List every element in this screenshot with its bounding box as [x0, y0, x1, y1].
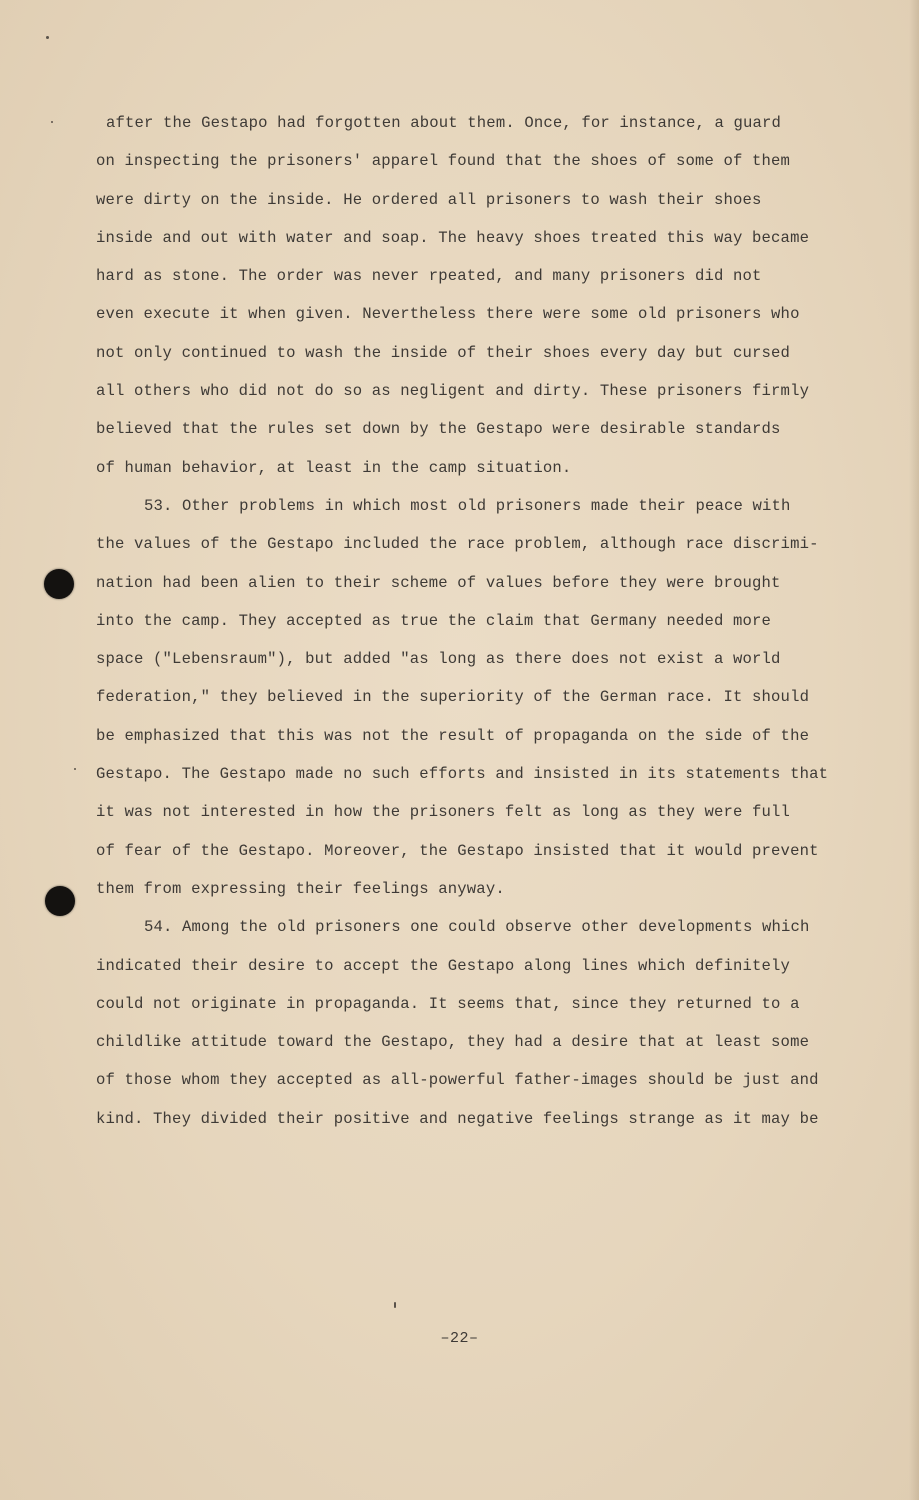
- text-line: it was not interested in how the prisoners felt as long as they were full: [96, 803, 791, 822]
- text-line: were dirty on the inside. He ordered all prisoners to wash their shoes: [96, 190, 762, 209]
- text-line: inside and out with water and soap. The heavy shoes treated this way became: [96, 228, 810, 247]
- paragraph-54-start: 54. Among the old prisoners one could observe other developments which: [144, 918, 810, 937]
- text-line: believed that the rules set down by the Gestapo were desirable standards: [96, 420, 781, 439]
- paper-speck: [51, 121, 53, 123]
- text-line: space ("Lebensraum"), but added "as long as there does not exist a world: [96, 650, 781, 669]
- text-line: hard as stone. The order was never rpeated, and many prisoners did not: [96, 267, 762, 286]
- text-line: all others who did not do so as negligent and dirty. These prisoners firmly: [96, 382, 810, 401]
- text-line: indicated their desire to accept the Gestapo along lines which definitely: [96, 956, 791, 975]
- text-line: of human behavior, at least in the camp situation.: [96, 458, 572, 477]
- paragraph-53-start: 53. Other problems in which most old prisoners made their peace with: [144, 496, 791, 515]
- paper-speck: [74, 768, 76, 770]
- page-edge-shadow: [909, 0, 919, 1500]
- text-line: of fear of the Gestapo. Moreover, the Gestapo insisted that it would prevent: [96, 841, 819, 860]
- text-line: Gestapo. The Gestapo made no such efforts and insisted in its statements that: [96, 765, 829, 784]
- text-line: nation had been alien to their scheme of values before they were brought: [96, 573, 781, 592]
- paper-speck: [394, 1302, 396, 1308]
- text-line: could not originate in propaganda. It seems that, since they returned to a: [96, 994, 800, 1013]
- text-line: after the Gestapo had forgotten about them. Once, for instance, a guard: [106, 114, 782, 132]
- text-line: of those whom they accepted as all-powerful father-images should be just and: [96, 1071, 819, 1090]
- text-line: kind. They divided their positive and negative feelings strange as it may be: [96, 1109, 819, 1128]
- text-line: the values of the Gestapo included the race problem, although race discrimi-: [96, 535, 819, 554]
- text-line: into the camp. They accepted as true the claim that Germany needed more: [96, 611, 772, 630]
- page-number: –22–: [440, 1330, 479, 1347]
- punch-hole-upper: [44, 569, 74, 599]
- paper-speck: [46, 36, 49, 39]
- text-line: federation," they believed in the superiority of the German race. It should: [96, 688, 810, 707]
- text-line: not only continued to wash the inside of their shoes every day but cursed: [96, 343, 791, 362]
- text-line: them from expressing their feelings anyway.: [96, 879, 505, 898]
- text-line: on inspecting the prisoners' apparel found that the shoes of some of them: [96, 152, 791, 171]
- punch-hole-lower: [45, 886, 75, 916]
- typed-body-text: [96, 104, 836, 1138]
- text-line: even execute it when given. Nevertheless there were some old prisoners who: [96, 305, 800, 324]
- text-line: be emphasized that this was not the result of propaganda on the side of the: [96, 726, 810, 745]
- text-line: childlike attitude toward the Gestapo, they had a desire that at least some: [96, 1033, 810, 1052]
